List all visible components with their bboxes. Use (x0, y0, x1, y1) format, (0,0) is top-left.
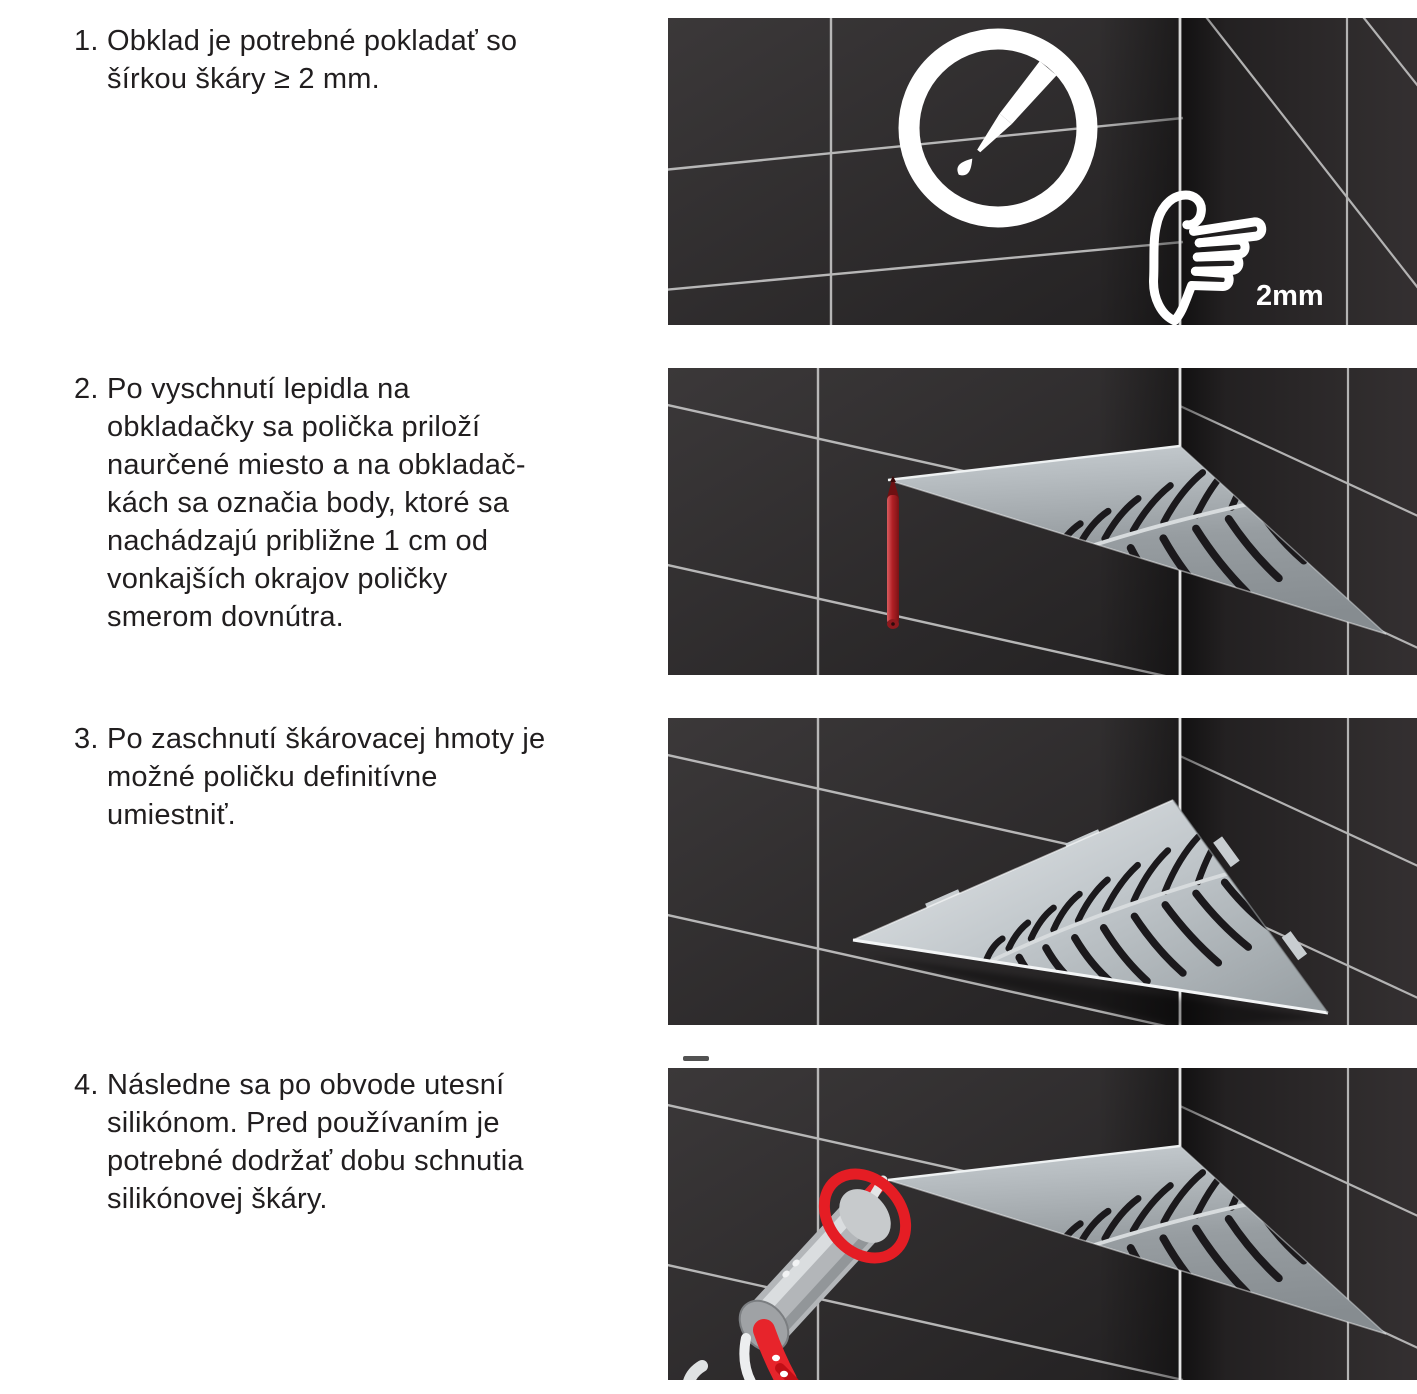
step-number: 3. (74, 723, 99, 755)
tiled-corner-scene (668, 18, 1417, 325)
step-text-line: nachádzajú približne 1 cm od (107, 525, 489, 557)
tiled-corner-scene (668, 718, 1417, 1025)
step-text-line: umiestniť. (107, 799, 236, 831)
step-text-line: smerom dovnútra. (107, 601, 344, 633)
tiled-corner-scene (668, 368, 1417, 675)
panel-3-illustration (668, 718, 1417, 1025)
step-1 (74, 22, 517, 98)
step-text-line: silikónom. Pred používaním je (107, 1107, 500, 1139)
step-text-line: obkladačky sa polička priloží (107, 411, 481, 443)
step-text-line: kách sa označia body, ktoré sa (107, 487, 510, 519)
panel-2-illustration (668, 368, 1417, 675)
step-number: 4. (74, 1069, 99, 1101)
gap-size-label: 2mm (1256, 280, 1324, 312)
step-text-line: Následne sa po obvode utesní (107, 1069, 505, 1101)
marking-pencil (887, 476, 899, 629)
step-text (107, 370, 526, 636)
step-text (107, 720, 545, 834)
panel-4-illustration (668, 1068, 1417, 1380)
print-artifact-mark (683, 1056, 709, 1061)
step-number: 1. (74, 25, 99, 57)
step-number: 2. (74, 373, 99, 405)
step-text-line: Po zaschnutí škárovacej hmoty je (107, 723, 546, 755)
step-text-line: šírkou škáry ≥ 2 mm. (107, 63, 380, 95)
tiled-corner-scene (668, 1068, 1417, 1380)
step-text-line: silikónovej škáry. (107, 1183, 328, 1215)
step-text (107, 1066, 524, 1218)
step-text-line: naurčené miesto a na obkladač- (107, 449, 526, 481)
step-3 (74, 720, 545, 834)
step-text-line: možné poličku definitívne (107, 761, 438, 793)
step-text-line: Obklad je potrebné pokladať so (107, 25, 518, 57)
step-2 (74, 370, 526, 636)
step-text (107, 22, 517, 98)
panel-1-illustration (668, 18, 1417, 325)
step-4 (74, 1066, 524, 1218)
step-text-line: Po vyschnutí lepidla na (107, 373, 410, 405)
step-text-line: vonkajších okrajov poličky (107, 563, 448, 595)
step-text-line: potrebné dodržať dobu schnutia (107, 1145, 524, 1177)
